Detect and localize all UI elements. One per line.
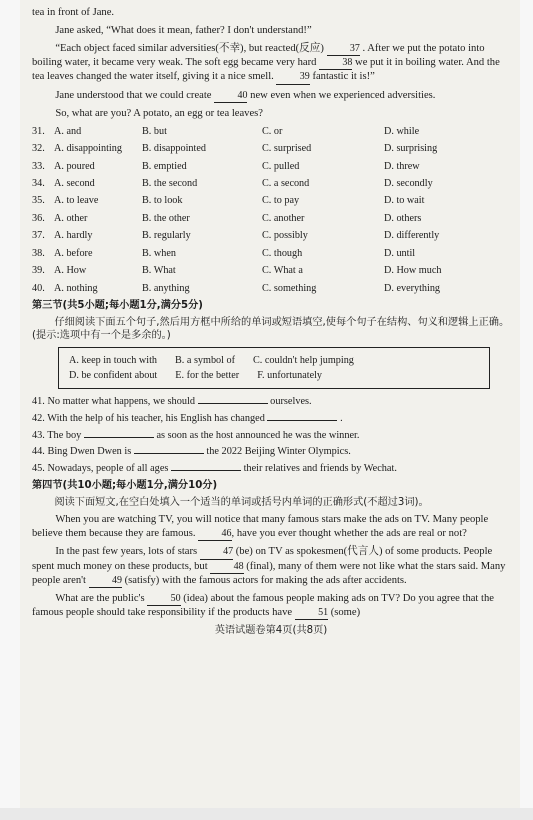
question-44: 44. Bing Dwen Dwen is the 2022 Beijing Winter Olympics. bbox=[32, 446, 351, 458]
section3-title: 第三节(共5小题;每小题1分,满分5分) bbox=[32, 300, 203, 312]
box-option: B. a symbol of bbox=[175, 354, 235, 366]
blank-51: 51 bbox=[295, 606, 328, 620]
blank-37: 37 bbox=[327, 42, 360, 56]
passage-paragraph: Jane understood that we could create 40 new even when we experienced adversities. bbox=[32, 89, 510, 103]
box-option: E. for the better bbox=[175, 370, 240, 381]
blank-38: 38 bbox=[319, 56, 352, 70]
blank-50: 50 bbox=[147, 592, 180, 606]
passage-paragraph: So, what are you? A potato, an egg or tea leaves? bbox=[55, 107, 263, 119]
passage2-paragraph: In the past few years, lots of stars 47 (be) on TV as spokesmen(代言人) of some products. People spent much money on these products, but 48 (final), many of them were not like what the stars said. Many people aren't 49 (satisfy) with the famous actors for making the ads after accidents. bbox=[32, 545, 510, 588]
blank-40: 40 bbox=[214, 89, 247, 103]
blank-48: 48 bbox=[210, 560, 243, 574]
question-43: 43. The boy as soon as the host announced he was the winner. bbox=[32, 429, 360, 441]
blank-47: 47 bbox=[200, 545, 233, 559]
box-option: D. be confident about bbox=[69, 370, 158, 381]
exam-page bbox=[20, 0, 520, 808]
viewer-bottom-strip bbox=[0, 808, 533, 820]
page-footer: 英语试题卷第4页(共8页) bbox=[214, 625, 328, 637]
passage2-paragraph: What are the public's 50 (idea) about the famous people making ads on TV? Do you agree that the famous people should take responsibility if the products have 51 (some) bbox=[32, 592, 510, 620]
question-41: 41. No matter what happens, we should ourselves. bbox=[32, 396, 312, 408]
passage2-paragraph: When you are watching TV, you will notice that many famous stars make the ads on TV. Many people believe them because they are famous. 46, have you ever thought whether the ads are real or not? bbox=[32, 513, 510, 541]
passage-paragraph: Jane asked, “What does it mean, father? I don't understand!” bbox=[55, 24, 312, 36]
box-option: F. unfortunately bbox=[257, 370, 323, 381]
blank-49: 49 bbox=[89, 574, 122, 588]
box-option: C. couldn't help jumping bbox=[253, 354, 354, 366]
section4-instruction: 阅读下面短文,在空白处填入一个适当的单词或括号内单词的正确形式(不超过3词)。 bbox=[54, 496, 429, 508]
box-option: A. keep in touch with bbox=[69, 354, 157, 366]
section3-instruction: 仔细阅读下面五个句子,然后用方框中所给的单词或短语填空,使每个句子在结构、句义和逻辑上正确。(提示:选项中有一个是多余的。) bbox=[32, 316, 510, 342]
question-45: 45. Nowadays, people of all ages their relatives and friends by Wechat. bbox=[32, 462, 397, 474]
word-box bbox=[58, 347, 490, 390]
passage-paragraph: “Each object faced similar adversities(不幸), but reacted(反应) 37 . After we put the potato into boiling water, it became very weak. The soft egg became very hard 38 we put it in boiling water. And the tea leaves changed the water itself, giving it a nice smell. 39 fantastic it is!” bbox=[32, 42, 510, 85]
section4-title: 第四节(共10小题;每小题1分,满分10分) bbox=[32, 480, 218, 492]
passage-line: tea in front of Jane. bbox=[32, 7, 115, 18]
blank-46: 46 bbox=[198, 527, 231, 541]
question-42: 42. With the help of his teacher, his English has changed . bbox=[32, 413, 343, 425]
options-grid: 31. A. and B. but C. or D. while 32. A. disappointing B. disappointed C. surprised D. surprising 33. A. poured B. emptied C. pulled D. threw 34. A. second B. the second C. a second D. secondly 35. A. to leave B. to look C. to pay D. to wait 36. A. other B. the other C. another D. others 37. A. hardly B. regularly C. possibly D. differently 38. A. before B. when C. though D. until 39. A. How B. What C. What a D. How much 40. A. nothing B. anything C. something D. everything bbox=[32, 125, 442, 294]
blank-39: 39 bbox=[276, 70, 309, 84]
